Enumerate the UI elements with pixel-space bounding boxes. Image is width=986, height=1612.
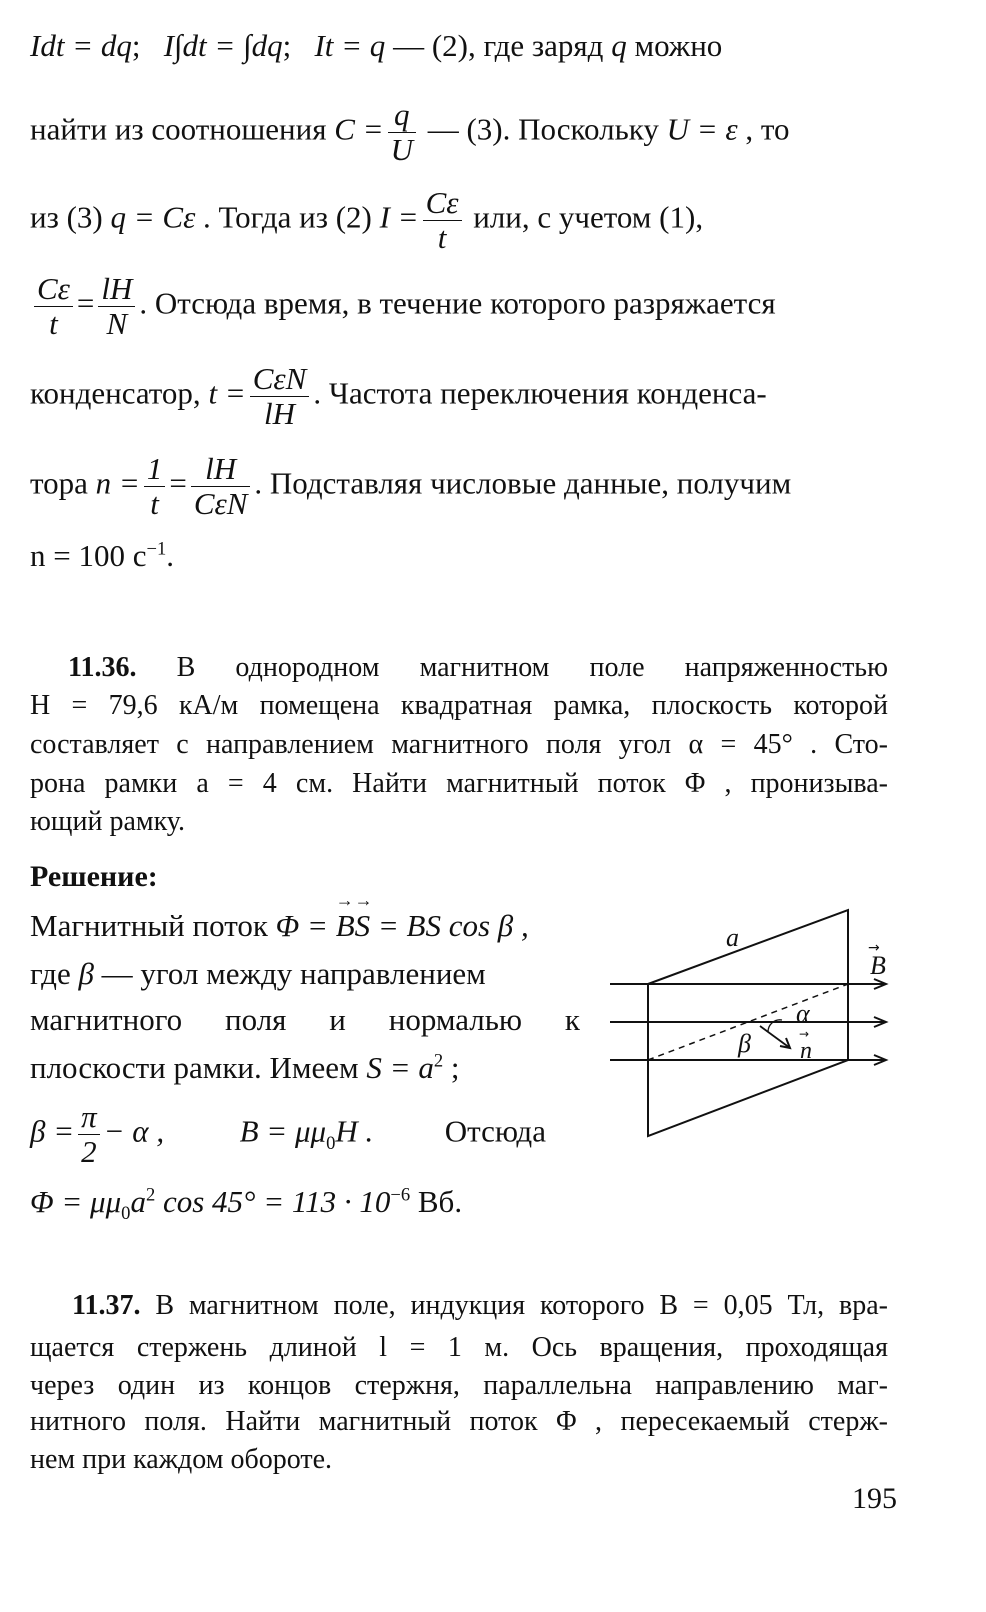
fraction: [144, 452, 166, 521]
eq-line-3: [30, 186, 703, 255]
text: можно: [626, 28, 723, 63]
problem-1137-line-3: через один из концов стержня, параллельна направлению маг-: [30, 1370, 888, 1401]
fraction: [78, 1100, 100, 1169]
solution-line-3: магнитного поля и нормалью к: [30, 1002, 580, 1037]
label-a: a: [726, 923, 739, 952]
eq-line-4: [30, 272, 776, 341]
problem-1136-line-2: H = 79,6 кА/м помещена квадратная рамка, плоскость которой: [30, 690, 888, 721]
fraction: [191, 452, 251, 521]
numerator: q: [388, 98, 416, 133]
numerator: lH: [98, 272, 135, 307]
formula: H .: [335, 1113, 374, 1149]
denominator: N: [106, 306, 128, 342]
problem-1137-line-2: щается стержень длиной l = 1 м. Ось вращения, проходящая: [30, 1332, 888, 1363]
normal-vector: [760, 1026, 790, 1048]
fraction: [388, 98, 416, 167]
solution-line-2: [30, 956, 578, 992]
formula: S = a: [366, 1050, 434, 1085]
problem-text: В магнитном поле, индукция которого B = 0,05 Тл, вра-: [140, 1290, 888, 1321]
eq-line-6: [30, 452, 791, 521]
text: . Подставляя числовые данные, получим: [254, 465, 792, 501]
formula: B = μμ: [239, 1113, 327, 1149]
exponent: 2: [433, 1050, 444, 1072]
text: конденсатор,: [30, 375, 209, 411]
eq-line-7: [30, 538, 174, 574]
problem-1136-line-5: ющий рамку.: [30, 806, 185, 837]
numerator: Cε: [423, 186, 462, 221]
problem-number: 11.36.: [68, 652, 137, 683]
text: — (2), где заряд: [385, 28, 612, 63]
fraction: [34, 272, 73, 341]
text: . Отсюда время, в течение которого разряжается: [139, 285, 776, 321]
text: где: [30, 956, 79, 991]
problem-text: В однородном магнитном поле напряженностью: [136, 652, 888, 683]
label-B: B: [870, 951, 886, 980]
problem-1137-line-5: нем при каждом обороте.: [30, 1444, 333, 1475]
text: найти из соотношения: [30, 111, 335, 147]
problem-1136-line-4: рона рамки a = 4 см. Найти магнитный поток Φ , пронизыва-: [30, 768, 888, 799]
solution-line-1: [30, 908, 529, 944]
fraction: [98, 272, 135, 341]
denominator: lH: [264, 396, 296, 432]
denominator: 2: [81, 1134, 97, 1170]
eq-line-1: Idt = dq; I∫dt = ∫dq; It = q — (2), где заряд q можно: [30, 28, 723, 63]
formula: Φ =: [275, 908, 336, 943]
problem-1137-line-4: нитного поля. Найти магнитный поток Φ , пересекаемый стерж-: [30, 1406, 888, 1437]
vector-S: → S: [355, 908, 371, 944]
formula: q = Cε: [110, 199, 196, 235]
formula: n = 100 с: [30, 538, 147, 573]
problem-1136-line-3: составляет с направлением магнитного поля угол α = 45° . Сто-: [30, 729, 888, 760]
text: Отсюда: [444, 1113, 546, 1149]
text: плоскости рамки. Имеем: [30, 1050, 367, 1085]
eq-line-2: [30, 98, 790, 167]
solution-line-5: [30, 1100, 546, 1169]
fraction: [423, 186, 462, 255]
exponent: 2: [145, 1184, 156, 1206]
numerator: Cε: [34, 272, 73, 307]
formula: I =: [379, 199, 419, 235]
formula: = BS cos β ,: [370, 908, 529, 943]
denominator: U: [390, 132, 413, 168]
formula: Idt = dq: [30, 28, 132, 63]
formula: It = q: [314, 28, 386, 63]
label-B-arrow: →: [868, 940, 880, 956]
exponent: −1: [146, 538, 167, 560]
problem-number: 11.37.: [72, 1290, 141, 1321]
text: — угол между направлением: [93, 956, 486, 991]
frame-field-diagram: [600, 900, 900, 1150]
solution-heading: Решение:: [30, 860, 158, 893]
text: Магнитный поток: [30, 908, 276, 943]
numerator: CεN: [250, 362, 310, 397]
label-n: n: [800, 1038, 812, 1064]
text: Вб.: [410, 1184, 463, 1219]
formula: n =: [95, 465, 140, 501]
numerator: 1: [144, 452, 166, 487]
problem-1136-line-1: [68, 652, 888, 684]
solution-line-4: [30, 1050, 460, 1086]
exponent: −6: [390, 1184, 411, 1206]
formula: U = ε: [666, 111, 738, 147]
solution-line-6: [30, 1184, 462, 1225]
denominator: t: [49, 306, 58, 342]
denominator: CεN: [193, 486, 248, 522]
formula: a: [130, 1184, 146, 1219]
text: . Частота переключения конденса-: [313, 375, 767, 411]
subscript: 0: [121, 1203, 131, 1225]
equals-sign: =: [169, 465, 187, 501]
label-beta: β: [738, 1029, 751, 1058]
text: из (3): [30, 199, 111, 235]
formula: cos 45° = 113 · 10: [155, 1184, 391, 1219]
formula: β =: [30, 1113, 75, 1149]
text: тора: [30, 465, 96, 501]
denominator: t: [150, 486, 159, 522]
fraction: [250, 362, 310, 431]
subscript: 0: [326, 1132, 336, 1154]
formula: C =: [334, 111, 384, 147]
text: , то: [737, 111, 790, 147]
equals-sign: =: [76, 285, 95, 321]
denominator: t: [437, 220, 447, 256]
label-alpha: α: [796, 999, 810, 1028]
text: . Тогда из (2): [195, 199, 380, 235]
formula: I∫dt = ∫dq: [163, 28, 283, 63]
problem-1137-line-1: [72, 1290, 888, 1322]
vector-B: → B: [336, 908, 355, 944]
text: .: [166, 538, 175, 573]
normal-arrowhead: [780, 1038, 790, 1048]
label-n-arrow: →: [799, 1027, 810, 1041]
formula: − α ,: [103, 1113, 165, 1149]
text: ;: [443, 1050, 460, 1085]
formula: Φ = μμ: [30, 1184, 122, 1219]
numerator: π: [78, 1100, 100, 1135]
page-number: 195: [852, 1482, 897, 1515]
formula: t =: [208, 375, 246, 411]
eq-line-5: [30, 362, 767, 431]
formula: β: [78, 956, 94, 991]
formula: q: [611, 28, 627, 63]
text: — (3). Поскольку: [419, 111, 667, 147]
text: или, с учетом (1),: [465, 199, 704, 235]
numerator: lH: [191, 452, 251, 487]
